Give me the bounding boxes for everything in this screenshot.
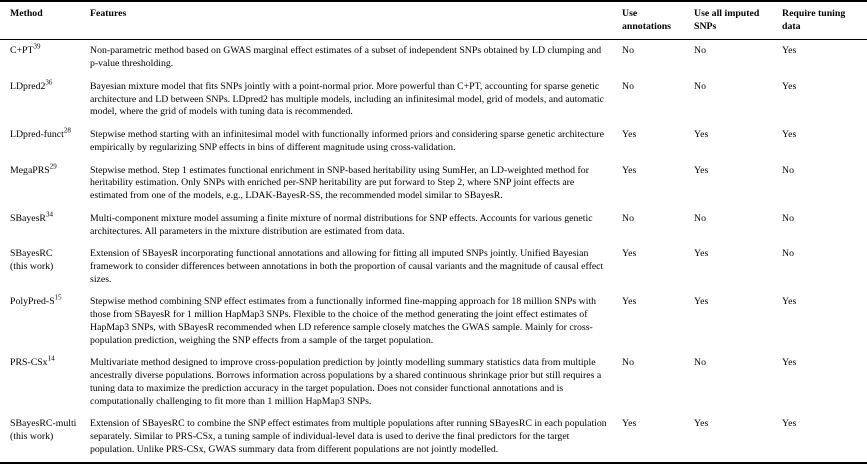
method-cell (0, 243, 90, 291)
method-cell (0, 208, 90, 243)
table-row (0, 291, 867, 352)
column-header-use-annotations: Use annotations (622, 1, 694, 40)
method-reference-superscript: 36 (45, 78, 53, 87)
method-name: SBayesRC-multi (10, 418, 77, 430)
table-row (0, 76, 867, 124)
use-imputed-snps-value: Yes (694, 248, 709, 260)
method-cell (0, 352, 90, 413)
use-imputed-snps-value: No (694, 212, 706, 224)
method-reference-superscript: 29 (49, 162, 57, 171)
method-name: SBayesR$^{34}$ (10, 210, 53, 224)
method-cell (0, 291, 90, 352)
require-tuning-data-value: No (782, 164, 794, 176)
method-reference-superscript: 39 (33, 43, 41, 52)
features-text: Stepwise method. Step 1 estimates functional enrichment in SNP-based heritability using SumHer, an LD-weighted method for heritability estimation. Only SNPs with enriched per-SNP heritability are put forward to Step 2, where SNP joint effects are estimated from one of the models, e.g., LDAK-BayesR-SS, the recommended model similar to SBayesR. (90, 164, 589, 202)
features-text: Extension of SBayesR incorporating functional annotations and allowing for fitting all imputed SNPs jointly. Unified Bayesian framework to consider differences between annotations in both the proportion of causal variants and the magnitude of causal effect sizes. (90, 248, 604, 285)
features-text: Extension of SBayesRC to combine the SNP effect estimates from multiple populations after running SBayesRC in each population separately. Similar to PRS-CSx, a tuning sample of individual-level data is used to derive the final predictors for the target population. Unlike PRS-CSx, GWAS summary data from different populations are not jointly modelled. (90, 418, 607, 455)
use-imputed-snps-value: Yes (694, 296, 709, 308)
require-tuning-data-value: No (782, 212, 794, 224)
use-annotations-value: No (622, 45, 634, 57)
features-text: Stepwise method combining SNP effect estimates from a functionally informed fine-mapping approach for 18 million SNPs with those from SBayesR for 1 million HapMap3 SNPs. Flexible to the choice of the method generating the joint effect estimates of HapMap3 SNPs, with SBayesR recommended when LD reference sample closely matches the GWAS sample. Mainly for cross-population prediction, weighing the SNP effects from a sample of the target population. (90, 296, 597, 346)
require-tuning-data-value: Yes (782, 129, 797, 141)
features-text: Stepwise method starting with an infinitesimal model with functionally informed priors and considering sparse genetic architecture empirically by regularizing SNP effects in bins of different magnitude using cross-validation. (90, 129, 604, 153)
method-name: $C+PT^{39}$ (10, 43, 41, 57)
method-reference-superscript: 15 (54, 294, 62, 303)
use-annotations-value: Yes (622, 418, 637, 430)
method-cell (0, 76, 90, 124)
table-row (0, 124, 867, 159)
use-imputed-snps-value: Yes (694, 129, 709, 141)
method-subtitle: (this work) (10, 261, 54, 273)
table-row (0, 208, 867, 243)
features-text: Multivariate method designed to improve cross-population prediction by jointly modelling summary statistics data from multiple ancestrally diverse populations. Borrows information across populations by a shared continuous shrinkage prior but still requires a tuning data to maximize the prediction accuracy in the target population. Does not consider functional annotations and is computationally challenging to fit more than 1 million HapMap3 SNPs. (90, 357, 602, 407)
method-name: MegaPRS$^{29}$ (10, 162, 57, 176)
method-cell (0, 413, 90, 462)
column-header-method: Method (0, 1, 90, 40)
method-name: LDpred-funct$^{28}$ (10, 126, 71, 141)
use-annotations-value: Yes (622, 129, 637, 141)
method-name: PolyPred-$S^{15}$ (10, 294, 62, 308)
use-annotations-value: Yes (622, 248, 637, 260)
require-tuning-data-value: Yes (782, 418, 797, 430)
features-text: Bayesian mixture model that fits SNPs jointly with a point-normal prior. More powerful than C+PT, accounting for sparse genetic architecture and LD between SNPs. LDpred2 has multiple models, including an infinitesimal model, grid of models, and automatic model, where the grid of models with tuning data is recommended. (90, 80, 604, 118)
table-row (0, 352, 867, 413)
use-imputed-snps-value: No (694, 45, 706, 57)
table-row (0, 40, 867, 76)
use-imputed-snps-value: No (694, 357, 706, 369)
use-annotations-value: No (622, 357, 634, 369)
method-name: SBayesRC (10, 248, 53, 260)
use-annotations-value: Yes (622, 296, 637, 308)
column-header-features: Features (90, 1, 622, 40)
use-annotations-value: No (622, 80, 634, 92)
column-header-require-tuning-data: Require tuning data (782, 1, 867, 40)
use-imputed-snps-value: Yes (694, 418, 709, 430)
use-annotations-value: Yes (622, 164, 637, 176)
features-text: Non-parametric method based on GWAS marginal effect estimates of a subset of independent SNPs obtained by LD clumping and p-value thresholding. (90, 45, 602, 70)
method-name: PRS-CSx$^{14}$ (10, 355, 55, 369)
method-reference-superscript: 34 (45, 210, 53, 219)
table-row (0, 160, 867, 208)
table-row (0, 413, 867, 462)
features-text: Multi-component mixture model assuming a finite mixture of normal distributions for SNP effects. Accounts for various genetic architectures. All parameters in the mixture distribution are estimated from data. (90, 212, 593, 237)
column-header-use-all-imputed-snps: Use all imputed SNPs (694, 1, 782, 40)
method-reference-superscript: 28 (63, 126, 71, 135)
require-tuning-data-value: Yes (782, 357, 797, 369)
header-row (0, 1, 867, 40)
method-name: $LDpred2^{36}$ (10, 78, 53, 92)
require-tuning-data-value: Yes (782, 45, 797, 57)
use-annotations-value: No (622, 212, 634, 224)
use-imputed-snps-value: No (694, 80, 706, 92)
use-imputed-snps-value: Yes (694, 164, 709, 176)
method-reference-superscript: 14 (47, 355, 55, 364)
method-cell (0, 124, 90, 159)
method-cell (0, 160, 90, 208)
method-cell (0, 40, 90, 76)
table-row (0, 243, 867, 291)
require-tuning-data-value: Yes (782, 80, 797, 92)
require-tuning-data-value: Yes (782, 296, 797, 308)
method-subtitle: (this work) (10, 431, 54, 443)
require-tuning-data-value: No (782, 248, 794, 260)
